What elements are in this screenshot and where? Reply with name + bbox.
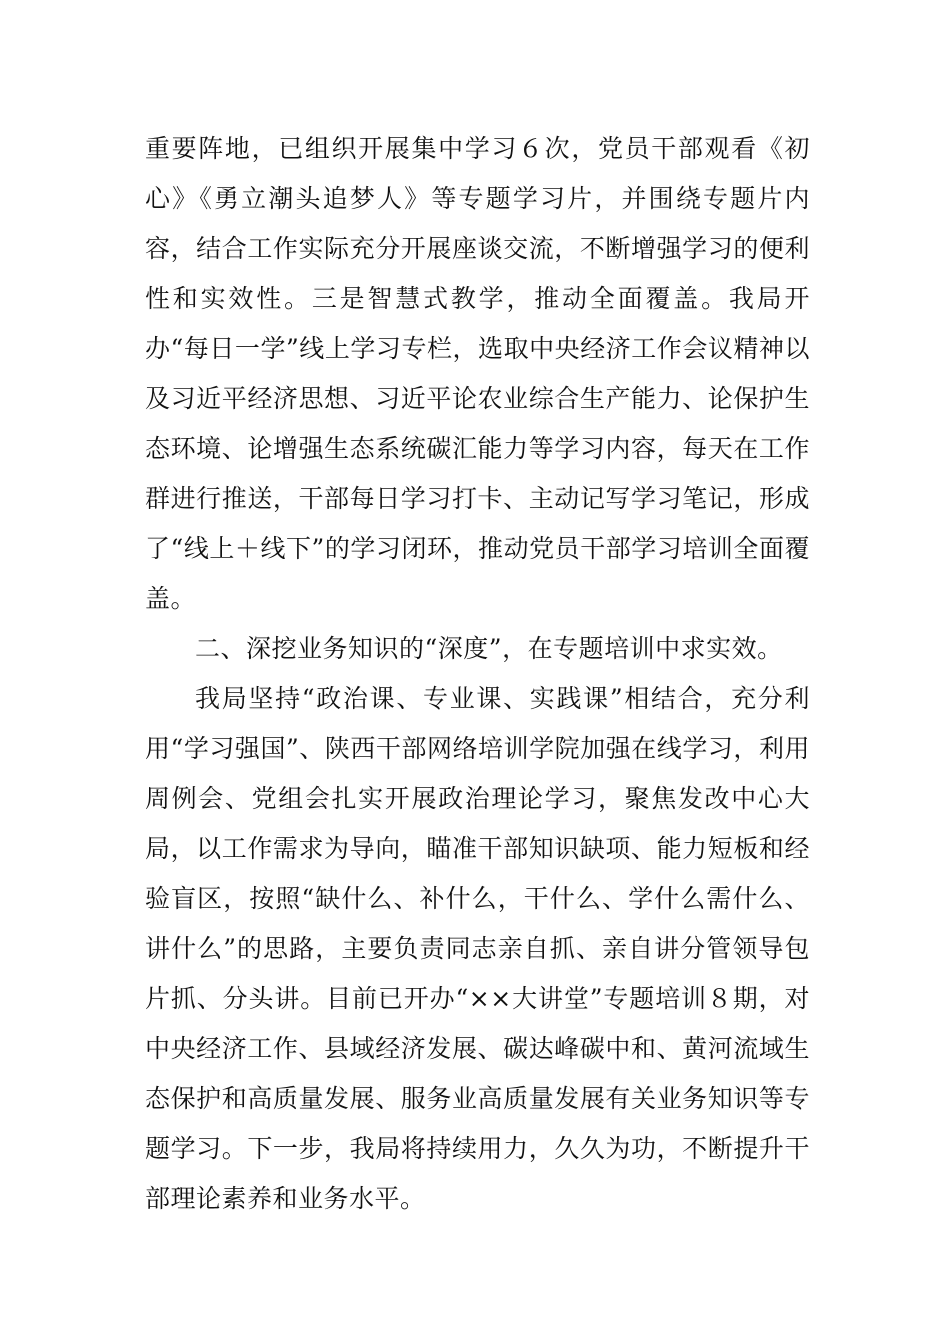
paragraph-continuation: 重要阵地，已组织开展集中学习６次，党员干部观看《初心》《勇立潮头追梦人》等专题学习片，并围绕专题片内容，结合工作实际充分开展座谈交流，不断增强学习的便利性和实效性。三是智慧式教学，推动全面覆盖。我局开办“每日一学”线上学习专栏，选取中央经济工作会议精神以及习近平经济思想、习近平论农业综合生产能力、论保护生态环境、论增强生态系统碳汇能力等学习内容，每天在工作群进行推送，干部每日学习打卡、主动记写学习笔记，形成了“线上＋线下”的学习闭环，推动党员干部学习培训全面覆盖。 xyxy=(145,134,810,613)
paragraph-body: 我局坚持“政治课、专业课、实践课”相结合，充分利用“学习强国”、陕西干部网络培训学院加强在线学习，利用周例会、党组会扎实开展政治理论学习，聚焦发改中心大局，以工作需求为导向，瞄准干部知识缺项、能力短板和经验盲区，按照“缺什么、补什么，干什么、学什么需什么、讲什么”的思路，主要负责同志亲自抓、亲自讲分管领导包片抓、分头讲。目前已开办“××大讲堂”专题培训８期，对中央经济工作、县域经济发展、碳达峰碳中和、黄河流域生态保护和高质量发展、服务业高质量发展有关业务知识等专题学习。下一步，我局将持续用力，久久为功，不断提升干部理论素养和业务水平。 xyxy=(145,684,810,1213)
document-body xyxy=(145,124,810,1224)
section-heading: 二、深挖业务知识的“深度”，在专题培训中求实效。 xyxy=(195,634,783,663)
